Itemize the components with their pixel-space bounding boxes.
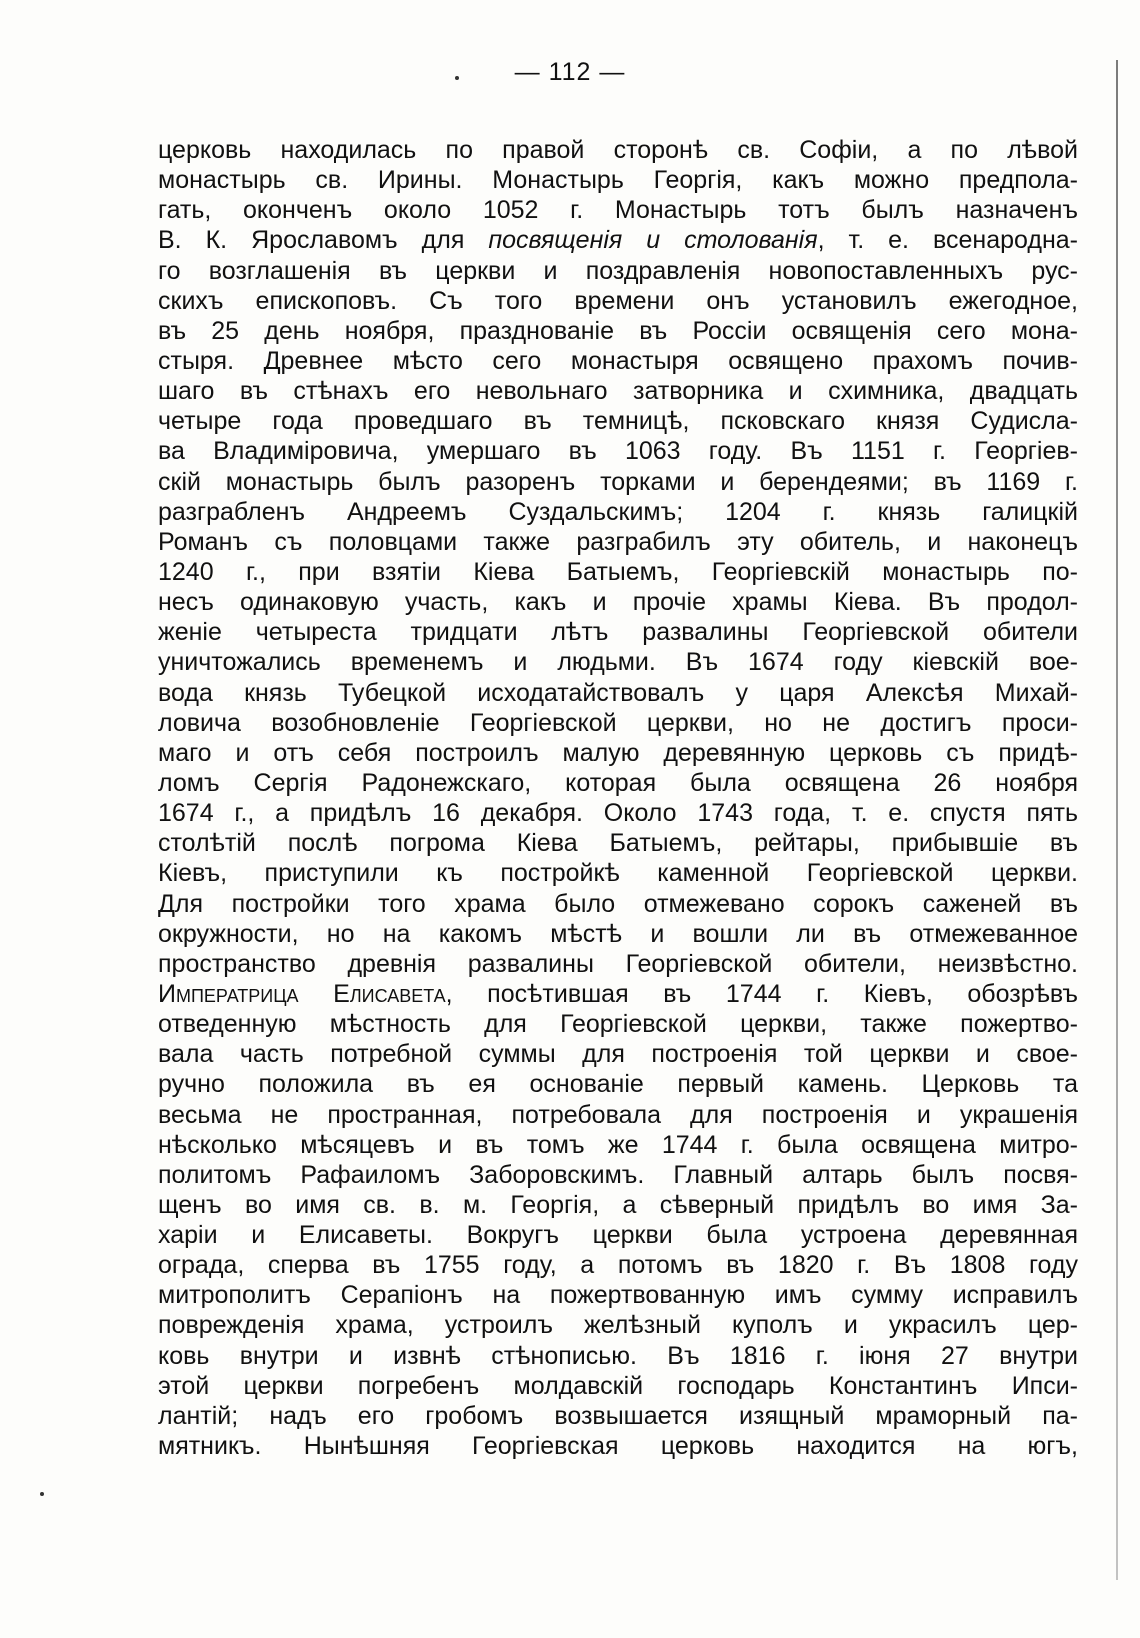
text-line: этой церкви погребенъ молдавскій господарь Константинъ Ипси- <box>158 1371 1078 1400</box>
text-line: харіи и Елисаветы. Вокругъ церкви была устроена деревянная <box>158 1221 1078 1250</box>
text-line: Для постройки того храма было отмежевано сорокъ саженей въ <box>158 889 1078 918</box>
print-speck <box>40 1492 44 1496</box>
text-line: го возглашенія въ церкви и поздравленія новопоставленныхъ рус- <box>158 256 1078 285</box>
small-caps-name: Императрица Елисавета <box>158 979 446 1008</box>
text-line: въ 25 день ноября, празднованіе въ Россіи освященія сего мона- <box>158 316 1078 345</box>
text-line: щенъ во имя св. в. м. Георгія, а сѣверный придѣлъ во имя За- <box>158 1190 1078 1219</box>
text-line: мятникъ. Нынѣшняя Георгіевская церковь находится на югъ, <box>158 1432 1078 1461</box>
text-line: маго и отъ себя построилъ малую деревянную церковь съ придѣ- <box>158 738 1078 767</box>
text-line: 1240 г., при взятіи Кіева Батыемъ, Георгіевскій монастырь по- <box>158 557 1078 586</box>
text-line: поврежденія храма, устроилъ желѣзный куполъ и украсилъ цер- <box>158 1311 1078 1340</box>
text-line: несъ одинаковую участь, какъ и прочіе храмы Кіева. Въ продол- <box>158 588 1078 617</box>
text-line: уничтожались временемъ и людьми. Въ 1674 году кіевскій вое- <box>158 648 1078 677</box>
text-line: ловича возобновленіе Георгіевской церкви, но не достигъ проси- <box>158 708 1078 737</box>
emphasized-phrase: посвященія и столованія <box>488 226 818 255</box>
text-line: четыре года проведшаго въ темницѣ, псковскаго князя Судисла- <box>158 407 1078 436</box>
text-line: гать, оконченъ около 1052 г. Монастырь тотъ былъ назначенъ <box>158 196 1078 225</box>
text-line: женіе четыреста тридцати лѣтъ развалины Георгіевской обители <box>158 618 1078 647</box>
text-line: окружности, но на какомъ мѣстѣ и вошли ли въ отмежеванное <box>158 919 1078 948</box>
text-line: митрополитъ Серапіонъ на пожертвованную имъ сумму исправилъ <box>158 1281 1078 1310</box>
page-number: — 112 — <box>514 58 626 86</box>
text-line: Императрица Елисавета, посѣтившая въ 1744 г. Кіевъ, обозрѣвъ <box>158 979 1078 1008</box>
text-line: разграбленъ Андреемъ Суздальскимъ; 1204 г. князь галицкій <box>158 497 1078 526</box>
page-edge-shadow <box>1116 60 1118 1580</box>
text-line: ломъ Сергія Радонежскаго, которая была освящена 26 ноября <box>158 768 1078 797</box>
body-text <box>158 135 1078 1461</box>
text-line: ручно положила въ ея основаніе первый камень. Церковь та <box>158 1070 1078 1099</box>
text-line: скихъ епископовъ. Съ того времени онъ установилъ ежегодное, <box>158 286 1078 315</box>
text-line: В. К. Ярославомъ для посвященія и столованія, т. е. всенародна- <box>158 226 1078 255</box>
text-line: весьма не пространная, потребовала для построенія и украшенія <box>158 1100 1078 1129</box>
text-line: монастырь св. Ирины. Монастырь Георгія, какъ можно предпола- <box>158 166 1078 195</box>
text-line: нѣсколько мѣсяцевъ и въ томъ же 1744 г. была освящена митро- <box>158 1130 1078 1159</box>
text-line: скій монастырь былъ разоренъ торками и берендеями; въ 1169 г. <box>158 467 1078 496</box>
text-line: Кіевъ, приступили къ постройкѣ каменной Георгіевской церкви. <box>158 859 1078 888</box>
text-line: вала часть потребной суммы для построенія той церкви и свое- <box>158 1040 1078 1069</box>
text-line: пространство древнія развалины Георгіевской обители, неизвѣстно. <box>158 949 1078 978</box>
text-line: стыря. Древнее мѣсто сего монастыря освящено прахомъ почив- <box>158 346 1078 375</box>
text-line: лантій; надъ его гробомъ возвышается изящный мраморный па- <box>158 1401 1078 1430</box>
text-line: Романъ съ половцами также разграбилъ эту обитель, и наконецъ <box>158 527 1078 556</box>
text-line: ковь внутри и извнѣ стѣнописью. Въ 1816 г. іюня 27 внутри <box>158 1341 1078 1370</box>
text-line: шаго въ стѣнахъ его невольнаго затворника и схимника, двадцать <box>158 377 1078 406</box>
text-line: 1674 г., а придѣлъ 16 декабря. Около 1743 года, т. е. спустя пять <box>158 799 1078 828</box>
text-line: ограда, сперва въ 1755 году, а потомъ въ 1820 г. Въ 1808 году <box>158 1251 1078 1280</box>
text-line: ва Владиміровича, умершаго въ 1063 году. Въ 1151 г. Георгіев- <box>158 437 1078 466</box>
text-line: политомъ Рафаиломъ Заборовскимъ. Главный алтарь былъ посвя- <box>158 1160 1078 1189</box>
text-line: вода князь Тубецкой исходатайствовалъ у царя Алексѣя Михай- <box>158 678 1078 707</box>
text-line: столѣтій послѣ погрома Кіева Батыемъ, рейтары, прибывшіе въ <box>158 829 1078 858</box>
text-line: отведенную мѣстность для Георгіевской церкви, также пожертво- <box>158 1010 1078 1039</box>
text-line: церковь находилась по правой сторонѣ св. Софіи, а по лѣвой <box>158 136 1078 164</box>
